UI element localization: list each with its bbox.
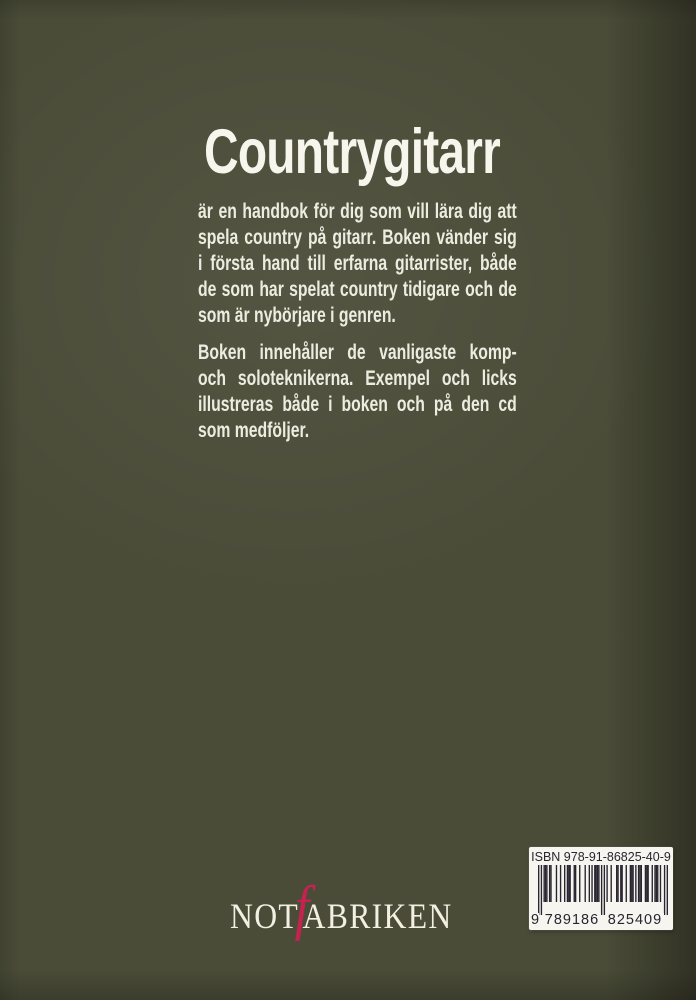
logo-accent-f: f [294, 875, 310, 942]
barcode-digit-lead: 9 [531, 912, 540, 928]
text-line: och soloteknikerna. Exempel och licks [198, 367, 517, 390]
text-line: illustreras både i boken och på den cd [198, 393, 517, 416]
book-title: Countrygitarr [204, 117, 501, 187]
paragraph [198, 340, 517, 444]
paragraph [198, 199, 517, 329]
publisher-logo [230, 875, 453, 950]
text-line: Boken innehåller de vanligaste komp- [198, 341, 517, 364]
text-line: som är nybörjare i genren. [198, 304, 396, 327]
logo-text-not: NOT [230, 896, 300, 936]
barcode-digit-group2: 825409 [607, 912, 663, 928]
text-line: de som har spelat country tidigare och de [198, 278, 517, 301]
barcode-digit-group1: 789186 [544, 912, 600, 928]
logo-text-abriken: ABRIKEN [302, 896, 453, 936]
barcode-digits [529, 912, 673, 928]
isbn-label: ISBN 978-91-86825-40-9 [531, 850, 671, 864]
text-line: är en handbok för dig som vill lära dig att [198, 200, 517, 223]
book-description [198, 199, 517, 455]
text-line: spela country på gitarr. Boken vänder sig [198, 226, 517, 249]
text-line: i första hand till erfarna gitarrister, både [198, 252, 517, 275]
text-line: som medföljer. [198, 419, 310, 442]
barcode-bars [538, 865, 668, 915]
barcode-panel [529, 847, 673, 930]
